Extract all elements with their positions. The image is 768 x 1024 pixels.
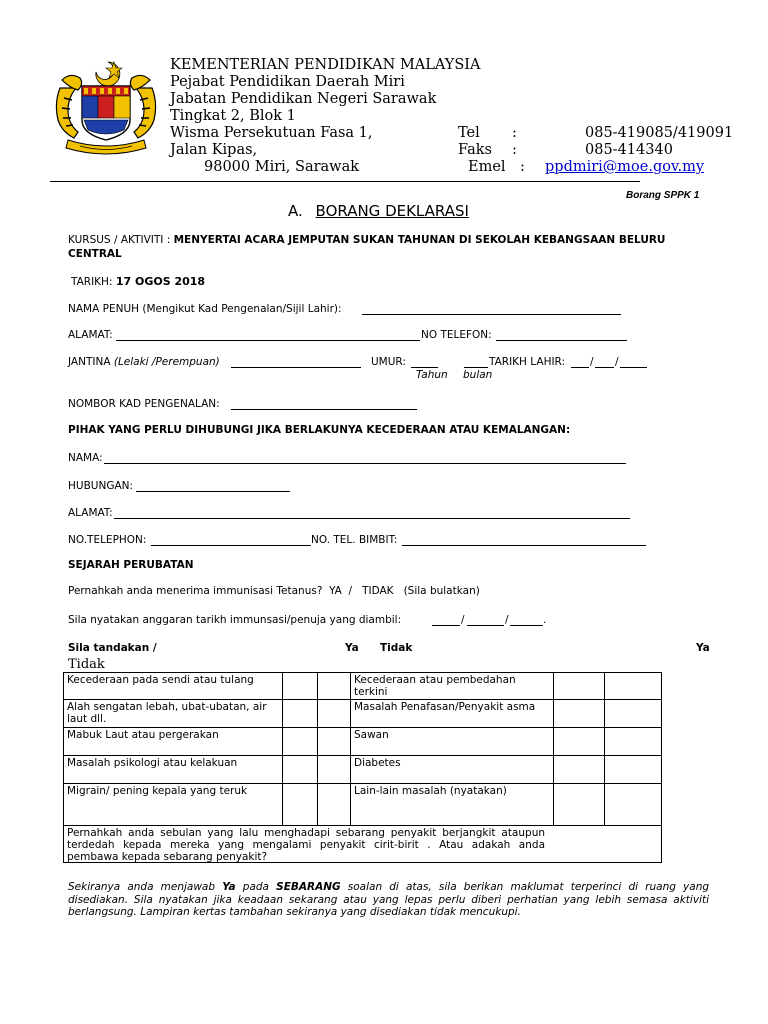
- condition-left-5: Migrain/ pening kepala yang teruk: [67, 785, 248, 797]
- fax-value: 085-414340: [585, 142, 673, 158]
- check-right-4-no[interactable]: [605, 756, 661, 783]
- check-right-1-no[interactable]: [605, 673, 661, 699]
- emergency-mobile-label: NO. TEL. BIMBIT:: [311, 534, 398, 546]
- condition-left-1: Kecederaan pada sendi atau tulang: [67, 674, 254, 686]
- tel-value: 085-419085/419091: [585, 125, 734, 141]
- emergency-name-field[interactable]: [104, 452, 626, 464]
- check-left-4-yes[interactable]: [283, 756, 317, 783]
- instructions-note: [68, 881, 709, 919]
- yes-header-left: Ya: [345, 642, 359, 654]
- no-header-right: Tidak: [68, 657, 105, 672]
- check-left-4-no[interactable]: [318, 756, 350, 783]
- tel-separator: :: [512, 125, 517, 141]
- emergency-heading: PIHAK YANG PERLU DIHUBUNGI JIKA BERLAKUNYA KECEDERAAN ATAU KEMALANGAN:: [68, 424, 571, 436]
- phone-label: NO TELEFON:: [421, 329, 492, 341]
- course-value-line2: CENTRAL: [68, 248, 122, 260]
- check-left-5-no[interactable]: [318, 784, 350, 825]
- condition-right-1: Kecederaan atau pembedahan terkini: [354, 674, 516, 698]
- age-months-field[interactable]: [464, 356, 488, 368]
- emergency-telephone-label: NO.TELEPHON:: [68, 534, 147, 546]
- email-link[interactable]: ppdmiri@moe.gov.my: [545, 159, 705, 175]
- tick-instruction: Sila tandakan /: [68, 642, 157, 654]
- note-part-1: Sekiranya anda menjawab: [68, 881, 223, 893]
- condition-right-4: Diabetes: [354, 757, 401, 769]
- address-label: ALAMAT:: [68, 329, 113, 341]
- check-right-4-yes[interactable]: [554, 756, 604, 783]
- gender-label: JANTINA: [68, 356, 111, 368]
- phone-field[interactable]: [496, 329, 627, 341]
- check-right-5-yes[interactable]: [554, 784, 604, 825]
- condition-left-2: Alah sengatan lebah, ubat-ubatan, air laut dll.: [67, 701, 267, 725]
- page-title: [288, 202, 469, 220]
- check-left-1-no[interactable]: [318, 673, 350, 699]
- title-prefix: A.: [288, 202, 303, 220]
- check-left-2-no[interactable]: [318, 700, 350, 727]
- check-right-5-no[interactable]: [605, 784, 661, 825]
- immunisation-month-field[interactable]: [467, 614, 504, 626]
- tetanus-question: Pernahkah anda menerima immunisasi Tetanus? YA / TIDAK (Sila bulatkan): [68, 585, 480, 597]
- no-header: Tidak: [380, 642, 413, 654]
- gender-row: [68, 356, 220, 368]
- header-divider: [50, 181, 640, 182]
- emergency-name-label: NAMA:: [68, 452, 103, 464]
- check-left-5-yes[interactable]: [283, 784, 317, 825]
- infectious-disease-question: Pernahkah anda sebulan yang lalu menghadapi sebarang penyakit berjangkit ataupun terdedah kepada mereka yang mengalami penyakit cirit-birit . Atau adakah anda pembawa kepada sebarang penyakit?: [67, 827, 545, 863]
- note-yes: Ya: [222, 881, 236, 893]
- emergency-address-field[interactable]: [114, 507, 630, 519]
- emergency-telephone-field[interactable]: [151, 534, 311, 546]
- ministry-name: KEMENTERIAN PENDIDIKAN MALAYSIA: [170, 57, 481, 73]
- gender-field[interactable]: [231, 356, 361, 368]
- office-name: Pejabat Pendidikan Daerah Miri: [170, 74, 405, 90]
- check-left-3-yes[interactable]: [283, 728, 317, 755]
- gender-options: (Lelaki /Perempuan): [113, 356, 220, 368]
- dob-year-field[interactable]: [620, 356, 647, 368]
- address-line-1: Tingkat 2, Blok 1: [170, 108, 296, 124]
- age-months-caption: bulan: [463, 369, 493, 381]
- full-name-label: NAMA PENUH (Mengikut Kad Pengenalan/Sijil Lahir):: [68, 303, 342, 315]
- fax-separator: :: [512, 142, 517, 158]
- date-value: 17 OGOS 2018: [115, 275, 206, 288]
- condition-left-3: Mabuk Laut atau pergerakan: [67, 729, 219, 741]
- condition-right-5: Lain-lain masalah (nyatakan): [354, 785, 507, 797]
- condition-right-2: Masalah Penafasan/Penyakit asma: [354, 701, 536, 713]
- ic-label: NOMBOR KAD PENGENALAN:: [68, 398, 220, 410]
- immunisation-date-label: Sila nyatakan anggaran tarikh immunsasi/penuja yang diambil:: [68, 614, 402, 626]
- fax-label: Faks: [458, 142, 492, 158]
- address-line-4: 98000 Miri, Sarawak: [204, 159, 360, 175]
- check-left-3-no[interactable]: [318, 728, 350, 755]
- emergency-mobile-field[interactable]: [402, 534, 646, 546]
- date-row: [71, 275, 205, 288]
- department-name: Jabatan Pendidikan Negeri Sarawak: [170, 91, 437, 107]
- course-value-line1: MENYERTAI ACARA JEMPUTAN SUKAN TAHUNAN DI SEKOLAH KEBANGSAAN BELURU: [173, 234, 666, 246]
- emergency-relationship-label: HUBUNGAN:: [68, 480, 134, 492]
- age-years-caption: Tahun: [416, 369, 448, 381]
- course-row: [68, 234, 665, 246]
- address-line-2: Wisma Persekutuan Fasa 1,: [170, 125, 373, 141]
- emergency-relationship-field[interactable]: [136, 480, 290, 492]
- address-line-3: Jalan Kipas,: [170, 142, 258, 158]
- tel-label: Tel: [458, 125, 480, 141]
- date-label: TARIKH:: [71, 276, 113, 288]
- email-separator: :: [520, 159, 525, 175]
- age-label: UMUR:: [371, 356, 406, 368]
- dob-day-field[interactable]: [571, 356, 589, 368]
- check-right-1-yes[interactable]: [554, 673, 604, 699]
- title-text: BORANG DEKLARASI: [315, 202, 469, 220]
- ic-field[interactable]: [231, 398, 417, 410]
- condition-left-4: Masalah psikologi atau kelakuan: [67, 757, 238, 769]
- form-code: Borang SPPK 1: [626, 190, 700, 201]
- emergency-address-label: ALAMAT:: [68, 507, 113, 519]
- check-right-3-no[interactable]: [605, 728, 661, 755]
- address-field[interactable]: [116, 329, 420, 341]
- malaysia-coat-of-arms-icon: [50, 58, 162, 158]
- check-right-2-no[interactable]: [605, 700, 661, 727]
- note-part-2: pada: [235, 881, 277, 893]
- check-right-2-yes[interactable]: [554, 700, 604, 727]
- dob-month-field[interactable]: [595, 356, 614, 368]
- course-label: KURSUS / AKTIVITI :: [68, 234, 171, 246]
- check-right-3-yes[interactable]: [554, 728, 604, 755]
- check-left-2-yes[interactable]: [283, 700, 317, 727]
- immunisation-day-field[interactable]: [432, 614, 460, 626]
- age-years-field[interactable]: [411, 356, 438, 368]
- medical-history-table: [63, 672, 662, 863]
- dob-label: TARIKH LAHIR:: [489, 356, 566, 368]
- email-label: Emel: [468, 159, 506, 175]
- yes-header-right: Ya: [696, 642, 710, 654]
- note-part-3: soalan di atas, sila berikan maklumat terperinci di ruang yang disediakan. Sila nyatakan jika keadaan sekarang atau yang lepas perlu diberi perhatian yang lebih semasa aktiviti berlangsung. Lampiran kertas tambahan sekiranya yang disediakan tidak mencukupi.: [68, 881, 710, 918]
- note-sebarang: SEBARANG: [276, 881, 341, 893]
- immunisation-year-field[interactable]: [510, 614, 543, 626]
- check-left-1-yes[interactable]: [283, 673, 317, 699]
- medical-heading: SEJARAH PERUBATAN: [68, 559, 194, 571]
- condition-right-3: Sawan: [354, 729, 389, 741]
- full-name-field[interactable]: [362, 303, 621, 315]
